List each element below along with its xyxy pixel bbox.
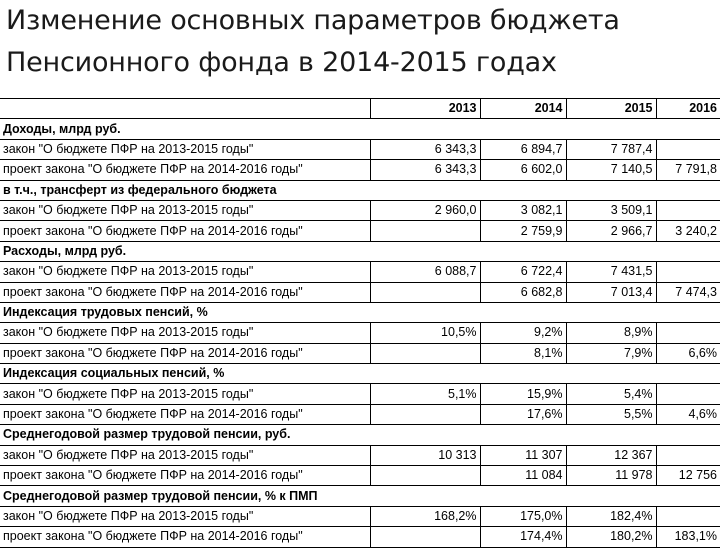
value-cell-2013: 2 960,0: [370, 200, 480, 220]
table-row: [0, 160, 720, 180]
section-heading-row: [0, 486, 720, 506]
table-row: [0, 139, 720, 159]
value-cell-2016: 7 474,3: [656, 282, 720, 302]
value-cell-2013: 168,2%: [370, 506, 480, 526]
table-row: [0, 404, 720, 424]
value-cell-2013: 6 343,3: [370, 160, 480, 180]
value-cell-2015: 7 013,4: [566, 282, 656, 302]
row-label: проект закона "О бюджете ПФР на 2014-2016 годы": [0, 221, 370, 241]
section-heading-row: [0, 302, 720, 322]
value-cell-2016: [656, 200, 720, 220]
value-cell-2013: [370, 343, 480, 363]
value-cell-2013: 6 343,3: [370, 139, 480, 159]
table-row: [0, 384, 720, 404]
value-cell-2013: 5,1%: [370, 384, 480, 404]
row-label: проект закона "О бюджете ПФР на 2014-2016 годы": [0, 404, 370, 424]
value-cell-2014: 17,6%: [480, 404, 566, 424]
value-cell-2014: 175,0%: [480, 506, 566, 526]
value-cell-2015: 7 431,5: [566, 262, 656, 282]
table-row: [0, 445, 720, 465]
value-cell-2014: 15,9%: [480, 384, 566, 404]
value-cell-2015: 5,5%: [566, 404, 656, 424]
value-cell-2015: 7 787,4: [566, 139, 656, 159]
section-heading: Расходы, млрд руб.: [0, 241, 720, 261]
section-heading-row: [0, 180, 720, 200]
value-cell-2015: 11 978: [566, 466, 656, 486]
page-title: [6, 0, 720, 84]
value-cell-2016: [656, 139, 720, 159]
row-label: закон "О бюджете ПФР на 2013-2015 годы": [0, 384, 370, 404]
value-cell-2015: 182,4%: [566, 506, 656, 526]
section-heading: в т.ч., трансферт из федерального бюджета: [0, 180, 720, 200]
value-cell-2014: 8,1%: [480, 343, 566, 363]
value-cell-2015: 3 509,1: [566, 200, 656, 220]
value-cell-2015: 5,4%: [566, 384, 656, 404]
row-label: закон "О бюджете ПФР на 2013-2015 годы": [0, 506, 370, 526]
value-cell-2013: 10,5%: [370, 323, 480, 343]
budget-table-body: [0, 99, 720, 548]
section-heading-row: [0, 241, 720, 261]
table-row: [0, 506, 720, 526]
header-year-2013: 2013: [370, 99, 480, 119]
value-cell-2016: [656, 506, 720, 526]
value-cell-2016: 3 240,2: [656, 221, 720, 241]
value-cell-2013: [370, 466, 480, 486]
value-cell-2016: [656, 262, 720, 282]
row-label: закон "О бюджете ПФР на 2013-2015 годы": [0, 200, 370, 220]
value-cell-2013: 6 088,7: [370, 262, 480, 282]
value-cell-2016: [656, 323, 720, 343]
table-row: [0, 323, 720, 343]
row-label: закон "О бюджете ПФР на 2013-2015 годы": [0, 323, 370, 343]
title-line-1: Изменение основных параметров бюджета: [6, 5, 620, 36]
value-cell-2015: 180,2%: [566, 527, 656, 547]
value-cell-2015: 12 367: [566, 445, 656, 465]
table-row: [0, 262, 720, 282]
value-cell-2014: 9,2%: [480, 323, 566, 343]
section-heading-row: [0, 425, 720, 445]
header-label-cell: [0, 99, 370, 119]
header-year-2016: 2016: [656, 99, 720, 119]
value-cell-2016: [656, 384, 720, 404]
value-cell-2015: 2 966,7: [566, 221, 656, 241]
value-cell-2014: 11 084: [480, 466, 566, 486]
section-heading: Среднегодовой размер трудовой пенсии, руб.: [0, 425, 720, 445]
value-cell-2013: 10 313: [370, 445, 480, 465]
section-heading: Индексация трудовых пенсий, %: [0, 302, 720, 322]
row-label: проект закона "О бюджете ПФР на 2014-2016 годы": [0, 466, 370, 486]
section-heading-row: [0, 364, 720, 384]
value-cell-2015: 8,9%: [566, 323, 656, 343]
title-line-2: Пенсионного фонда в 2014-2015 годах: [6, 47, 557, 78]
budget-table: [0, 98, 720, 548]
row-label: закон "О бюджете ПФР на 2013-2015 годы": [0, 445, 370, 465]
value-cell-2013: [370, 282, 480, 302]
table-row: [0, 282, 720, 302]
header-year-2014: 2014: [480, 99, 566, 119]
header-row: [0, 99, 720, 119]
section-heading: Среднегодовой размер трудовой пенсии, % к ПМП: [0, 486, 720, 506]
table-row: [0, 527, 720, 547]
row-label: проект закона "О бюджете ПФР на 2014-2016 годы": [0, 160, 370, 180]
value-cell-2014: 6 602,0: [480, 160, 566, 180]
value-cell-2016: 12 756: [656, 466, 720, 486]
header-year-2015: 2015: [566, 99, 656, 119]
value-cell-2013: [370, 221, 480, 241]
value-cell-2016: 7 791,8: [656, 160, 720, 180]
value-cell-2016: 4,6%: [656, 404, 720, 424]
value-cell-2015: 7,9%: [566, 343, 656, 363]
value-cell-2015: 7 140,5: [566, 160, 656, 180]
value-cell-2014: 6 894,7: [480, 139, 566, 159]
value-cell-2014: 3 082,1: [480, 200, 566, 220]
table-row: [0, 343, 720, 363]
value-cell-2014: 174,4%: [480, 527, 566, 547]
value-cell-2016: [656, 445, 720, 465]
row-label: закон "О бюджете ПФР на 2013-2015 годы": [0, 139, 370, 159]
row-label: проект закона "О бюджете ПФР на 2014-2016 годы": [0, 282, 370, 302]
value-cell-2014: 6 682,8: [480, 282, 566, 302]
value-cell-2014: 2 759,9: [480, 221, 566, 241]
value-cell-2013: [370, 404, 480, 424]
value-cell-2014: 11 307: [480, 445, 566, 465]
section-heading-row: [0, 119, 720, 139]
value-cell-2016: 6,6%: [656, 343, 720, 363]
table-row: [0, 200, 720, 220]
section-heading: Индексация социальных пенсий, %: [0, 364, 720, 384]
table-row: [0, 221, 720, 241]
row-label: проект закона "О бюджете ПФР на 2014-2016 годы": [0, 343, 370, 363]
section-heading: Доходы, млрд руб.: [0, 119, 720, 139]
value-cell-2014: 6 722,4: [480, 262, 566, 282]
row-label: закон "О бюджете ПФР на 2013-2015 годы": [0, 262, 370, 282]
row-label: проект закона "О бюджете ПФР на 2014-2016 годы": [0, 527, 370, 547]
table-row: [0, 466, 720, 486]
value-cell-2016: 183,1%: [656, 527, 720, 547]
value-cell-2013: [370, 527, 480, 547]
